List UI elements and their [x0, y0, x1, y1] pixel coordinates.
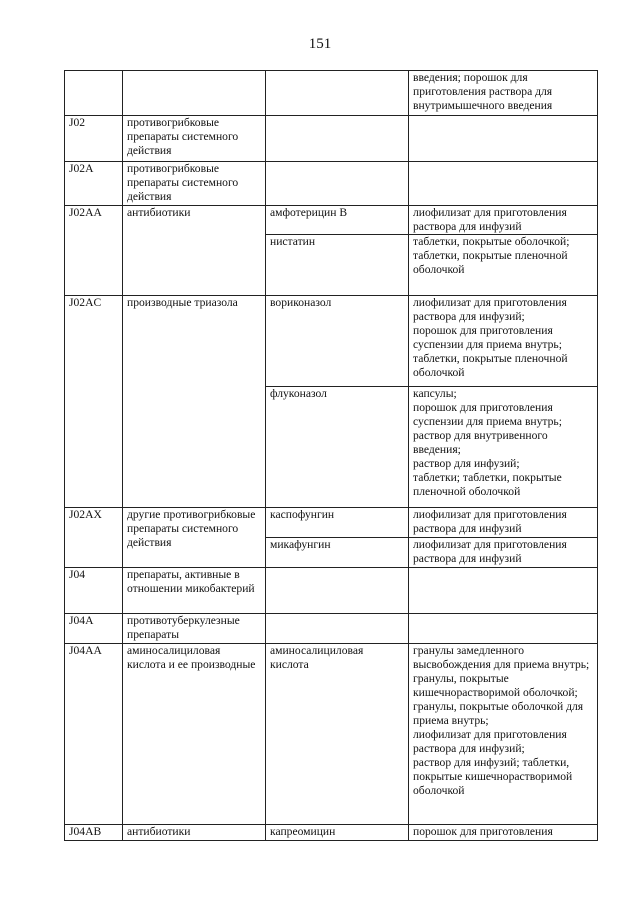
drug-name-cell [266, 116, 409, 162]
atc-code-cell: J04AA [65, 644, 123, 825]
drug-table [64, 70, 598, 841]
dosage-form-cell: лиофилизат для приготовления раствора для инфузий [409, 538, 598, 568]
table-row [65, 206, 598, 235]
dosage-form-cell [409, 568, 598, 614]
drug-name-cell: вориконазол [266, 296, 409, 387]
table-row [65, 568, 598, 614]
table-row [65, 116, 598, 162]
group-name-cell: антибиотики [123, 206, 266, 296]
dosage-form-cell: лиофилизат для приготовления раствора для инфузий [409, 206, 598, 235]
dosage-form-cell: таблетки, покрытые оболочкой; таблетки, покрытые пленочной оболочкой [409, 235, 598, 296]
atc-code-cell: J02A [65, 162, 123, 206]
atc-code-cell: J04 [65, 568, 123, 614]
dosage-form-cell: порошок для приготовления [409, 825, 598, 841]
drug-name-cell: флуконазол [266, 387, 409, 508]
drug-name-cell [266, 568, 409, 614]
drug-name-cell: нистатин [266, 235, 409, 296]
page-number: 151 [308, 36, 332, 52]
drug-name-cell [266, 614, 409, 644]
drug-name-cell: аминосалициловая кислота [266, 644, 409, 825]
group-name-cell: антибиотики [123, 825, 266, 841]
dosage-form-cell [409, 614, 598, 644]
drug-name-cell [266, 71, 409, 116]
group-name-cell: другие противогрибковые препараты системного действия [123, 508, 266, 568]
atc-code-cell: J02 [65, 116, 123, 162]
table-row [65, 508, 598, 538]
dosage-form-cell: капсулы; порошок для приготовления суспензии для приема внутрь; раствор для внутривенного введения; раствор для инфузий; таблетки; таблетки, покрытые пленочной оболочкой [409, 387, 598, 508]
group-name-cell: противогрибковые препараты системного действия [123, 162, 266, 206]
dosage-form-cell [409, 116, 598, 162]
atc-code-cell: J02AX [65, 508, 123, 568]
atc-code-cell: J04AB [65, 825, 123, 841]
group-name-cell: противогрибковые препараты системного действия [123, 116, 266, 162]
group-name-cell: производные триазола [123, 296, 266, 508]
drug-name-cell [266, 162, 409, 206]
dosage-form-cell: введения; порошок для приготовления раствора для внутримышечного введения [409, 71, 598, 116]
table-row [65, 644, 598, 825]
atc-code-cell [65, 71, 123, 116]
atc-code-cell: J02AC [65, 296, 123, 508]
drug-name-cell: капреомицин [266, 825, 409, 841]
dosage-form-cell [409, 162, 598, 206]
drug-name-cell: микафунгин [266, 538, 409, 568]
group-name-cell: аминосалициловая кислота и ее производные [123, 644, 266, 825]
table-row [65, 162, 598, 206]
group-name-cell: противотуберкулезные препараты [123, 614, 266, 644]
atc-code-cell: J02AA [65, 206, 123, 296]
table-row [65, 296, 598, 387]
drug-name-cell: амфотерицин B [266, 206, 409, 235]
table-row [65, 825, 598, 841]
dosage-form-cell: лиофилизат для приготовления раствора для инфузий; порошок для приготовления суспензии для приема внутрь; таблетки, покрытые пленочной оболочкой [409, 296, 598, 387]
table-row [65, 71, 598, 116]
group-name-cell: препараты, активные в отношении микобактерий [123, 568, 266, 614]
table-row [65, 614, 598, 644]
dosage-form-cell: лиофилизат для приготовления раствора для инфузий [409, 508, 598, 538]
drug-name-cell: каспофунгин [266, 508, 409, 538]
dosage-form-cell: гранулы замедленного высвобождения для приема внутрь; гранулы, покрытые кишечнорастворимой оболочкой; гранулы, покрытые оболочкой для приема внутрь; лиофилизат для приготовления раствора для инфузий; раствор для инфузий; таблетки, покрытые кишечнорастворимой оболочкой [409, 644, 598, 825]
atc-code-cell: J04A [65, 614, 123, 644]
group-name-cell [123, 71, 266, 116]
